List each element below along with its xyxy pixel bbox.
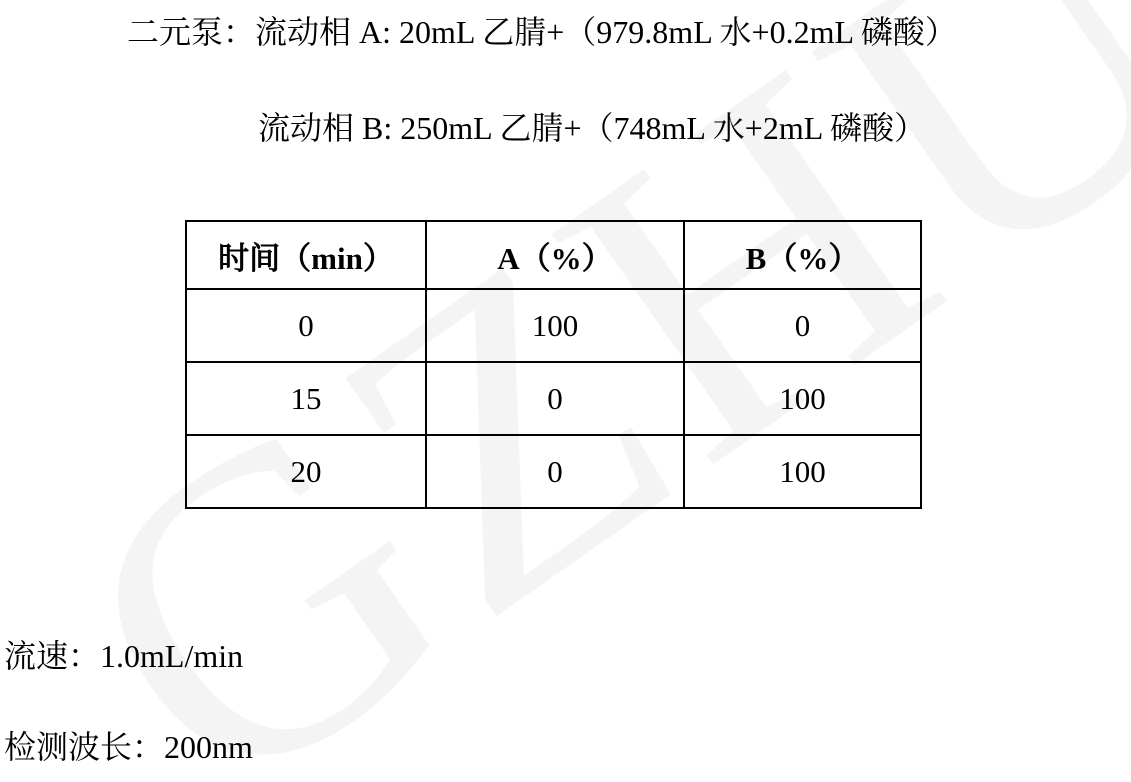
table-cell: 0 <box>426 362 684 435</box>
table-header-row <box>186 221 921 289</box>
header-a-percent: A（%） <box>426 221 684 289</box>
table-cell: 15 <box>186 362 426 435</box>
table-cell: 100 <box>684 362 921 435</box>
table-row <box>186 362 921 435</box>
gradient-table <box>185 220 922 509</box>
table-cell: 0 <box>426 435 684 508</box>
mobile-phase-a-line: 二元泵：流动相 A: 20mL 乙腈+（979.8mL 水+0.2mL 磷酸） <box>127 14 957 50</box>
header-b-percent: B（%） <box>684 221 921 289</box>
table-cell: 0 <box>186 289 426 362</box>
table-cell: 0 <box>684 289 921 362</box>
table-cell: 100 <box>684 435 921 508</box>
detection-wavelength-line: 检测波长：200nm <box>4 729 253 765</box>
table-cell: 100 <box>426 289 684 362</box>
flow-rate-line: 流速：1.0mL/min <box>4 638 244 674</box>
table-cell: 20 <box>186 435 426 508</box>
header-time: 时间（min） <box>186 221 426 289</box>
mobile-phase-b-line: 流动相 B: 250mL 乙腈+（748mL 水+2mL 磷酸） <box>258 110 927 146</box>
table-row <box>186 435 921 508</box>
table-row <box>186 289 921 362</box>
